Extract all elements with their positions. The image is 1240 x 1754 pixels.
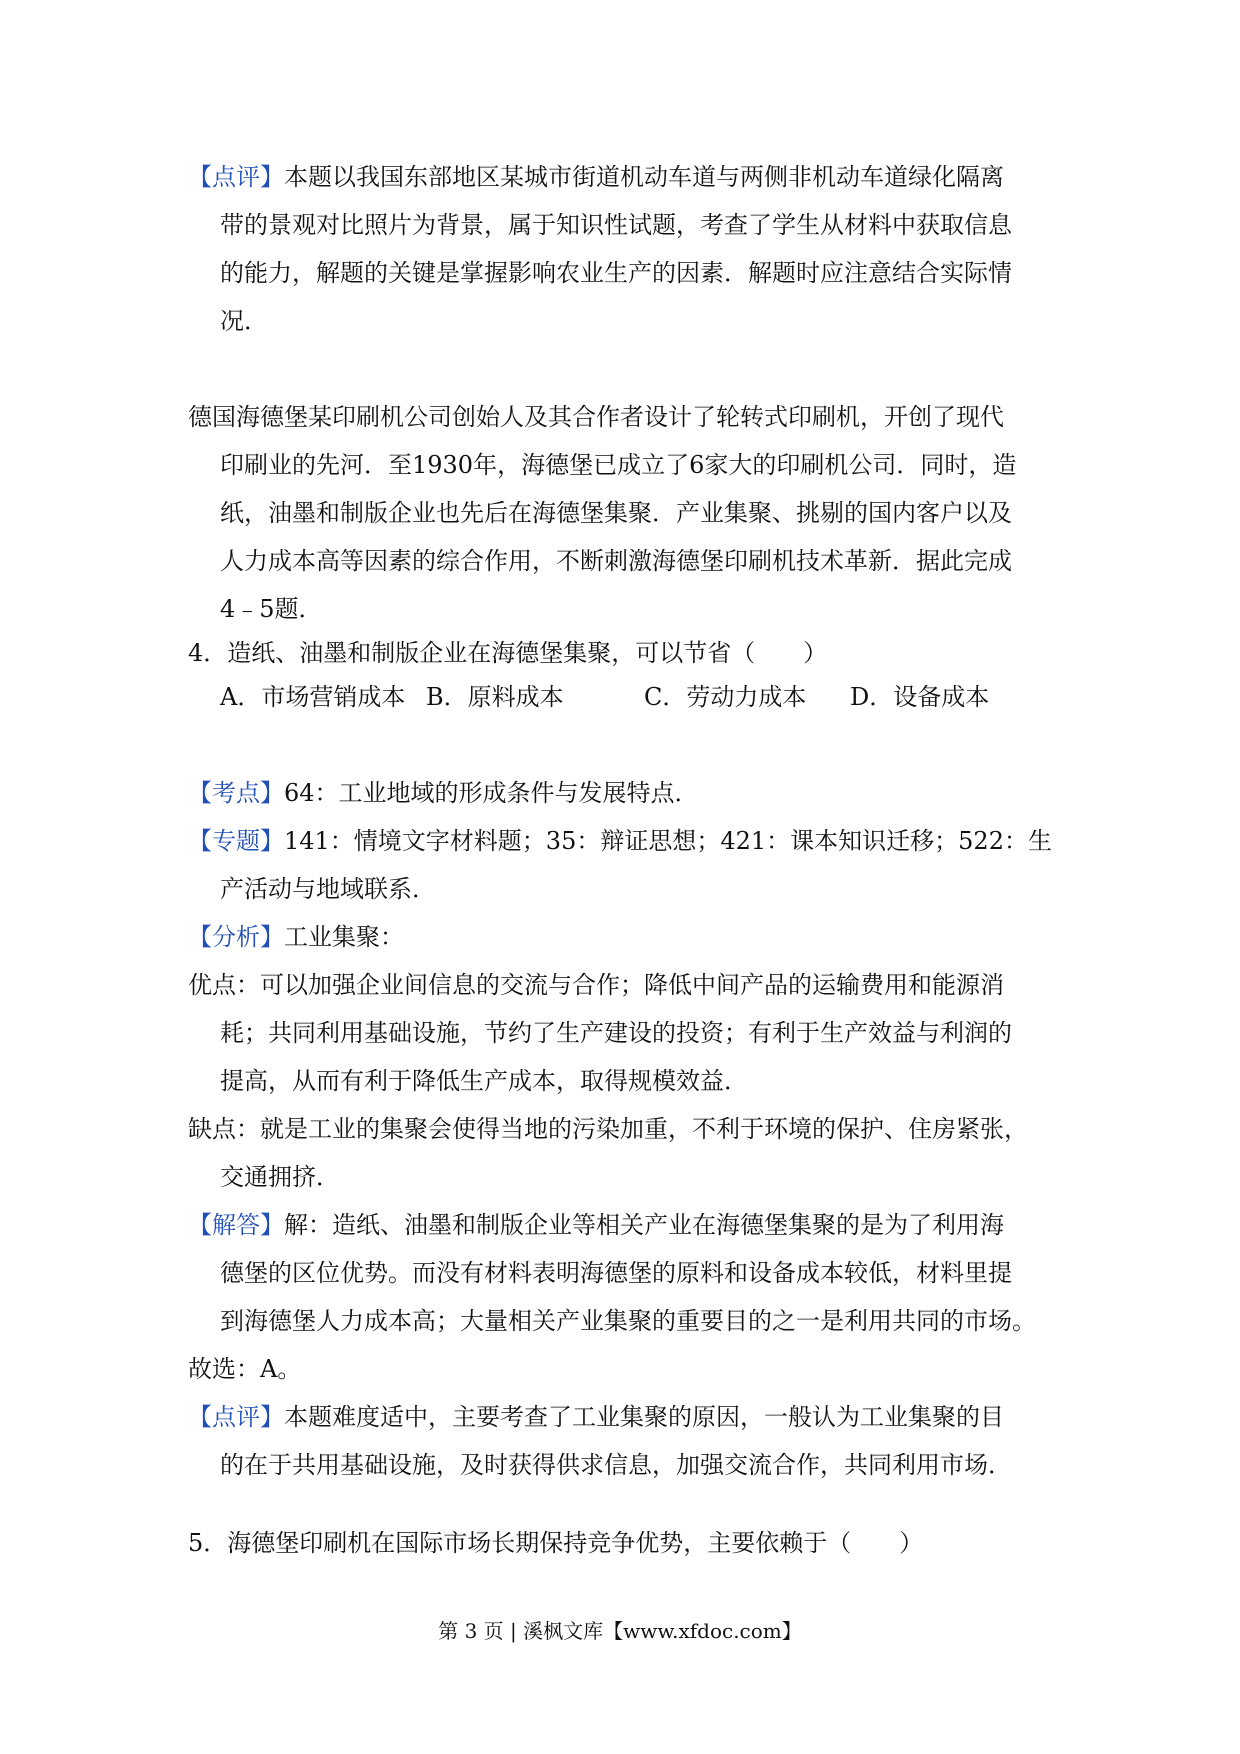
zhuanti-text: 141：情境文字材料题；35：辩证思想；421：课本知识迁移；522：生: [284, 827, 1052, 855]
kaodian-text: 64：工业地域的形成条件与发展特点．: [284, 779, 699, 807]
review-1-line-4: 况．: [220, 307, 268, 335]
zhuanti-tag: 【专题】: [188, 827, 284, 855]
pros-line-3: 提高，从而有利于降低生产成本，取得规模效益．: [220, 1067, 748, 1095]
fenxi-line: [188, 922, 404, 952]
jieda-line-3: 到海德堡人力成本高；大量相关产业集聚的重要目的之一是利用共同的市场。: [220, 1307, 1036, 1335]
fenxi-tag: 【分析】: [188, 923, 284, 951]
page-footer: 第 3 页 | 溪枫文库【www.xfdoc.com】: [438, 1619, 802, 1643]
zhuanti-line-2: 产活动与地域联系．: [220, 875, 436, 903]
question-5-stem: 5．海德堡印刷机在国际市场长期保持竞争优势，主要依赖于（ ）: [188, 1529, 924, 1557]
material-line-3: 纸，油墨和制版企业也先后在海德堡集聚．产业集聚、挑剔的国内客户以及: [220, 499, 1012, 527]
option-a: A．市场营销成本: [220, 683, 406, 711]
zhuanti-line-1: [188, 826, 1052, 856]
cons-line-2: 交通拥挤．: [220, 1163, 340, 1191]
option-c: C．劳动力成本: [644, 683, 807, 711]
cons-line-1: 缺点：就是工业的集聚会使得当地的污染加重，不利于环境的保护、住房紧张，: [188, 1115, 1028, 1143]
review-2-line-2: 的在于共用基础设施，及时获得供求信息，加强交流合作，共同利用市场．: [220, 1451, 1012, 1479]
review-text: 本题难度适中，主要考查了工业集聚的原因，一般认为工业集聚的目: [284, 1403, 1004, 1431]
jieda-text: 解：造纸、油墨和制版企业等相关产业在海德堡集聚的是为了利用海: [284, 1211, 1004, 1239]
review-1-line-3: 的能力，解题的关键是掌握影响农业生产的因素．解题时应注意结合实际情: [220, 259, 1012, 287]
fenxi-text: 工业集聚：: [284, 923, 404, 951]
review-text: 本题以我国东部地区某城市街道机动车道与两侧非机动车道绿化隔离: [284, 163, 1004, 191]
review-tag: 【点评】: [188, 163, 284, 191]
pros-line-2: 耗；共同利用基础设施，节约了生产建设的投资；有利于生产效益与利润的: [220, 1019, 1012, 1047]
pros-line-1: 优点：可以加强企业间信息的交流与合作；降低中间产品的运输费用和能源消: [188, 971, 1004, 999]
question-4-options: [0, 682, 1240, 712]
kaodian-line: [188, 778, 699, 808]
material-line-5: 4﹣5题．: [220, 595, 323, 623]
material-line-1: 德国海德堡某印刷机公司创始人及其合作者设计了轮转式印刷机，开创了现代: [188, 403, 1004, 431]
answer-choice: 故选：A。: [188, 1355, 302, 1383]
kaodian-tag: 【考点】: [188, 779, 284, 807]
jieda-line-1: [188, 1210, 1004, 1240]
question-4-stem: 4．造纸、油墨和制版企业在海德堡集聚，可以节省（ ）: [188, 639, 828, 667]
review-1-line-1: [188, 162, 1004, 192]
review-tag: 【点评】: [188, 1403, 284, 1431]
review-1-line-2: 带的景观对比照片为背景，属于知识性试题，考查了学生从材料中获取信息: [220, 211, 1012, 239]
jieda-line-2: 德堡的区位优势。而没有材料表明海德堡的原料和设备成本较低，材料里提: [220, 1259, 1012, 1287]
option-d: D．设备成本: [850, 683, 990, 711]
jieda-tag: 【解答】: [188, 1211, 284, 1239]
option-b: B．原料成本: [426, 683, 564, 711]
material-line-2: 印刷业的先河．至1930年，海德堡已成立了6家大的印刷机公司．同时，造: [220, 451, 1017, 479]
review-2-line-1: [188, 1402, 1004, 1432]
material-line-4: 人力成本高等因素的综合作用，不断刺激海德堡印刷机技术革新．据此完成: [220, 547, 1012, 575]
